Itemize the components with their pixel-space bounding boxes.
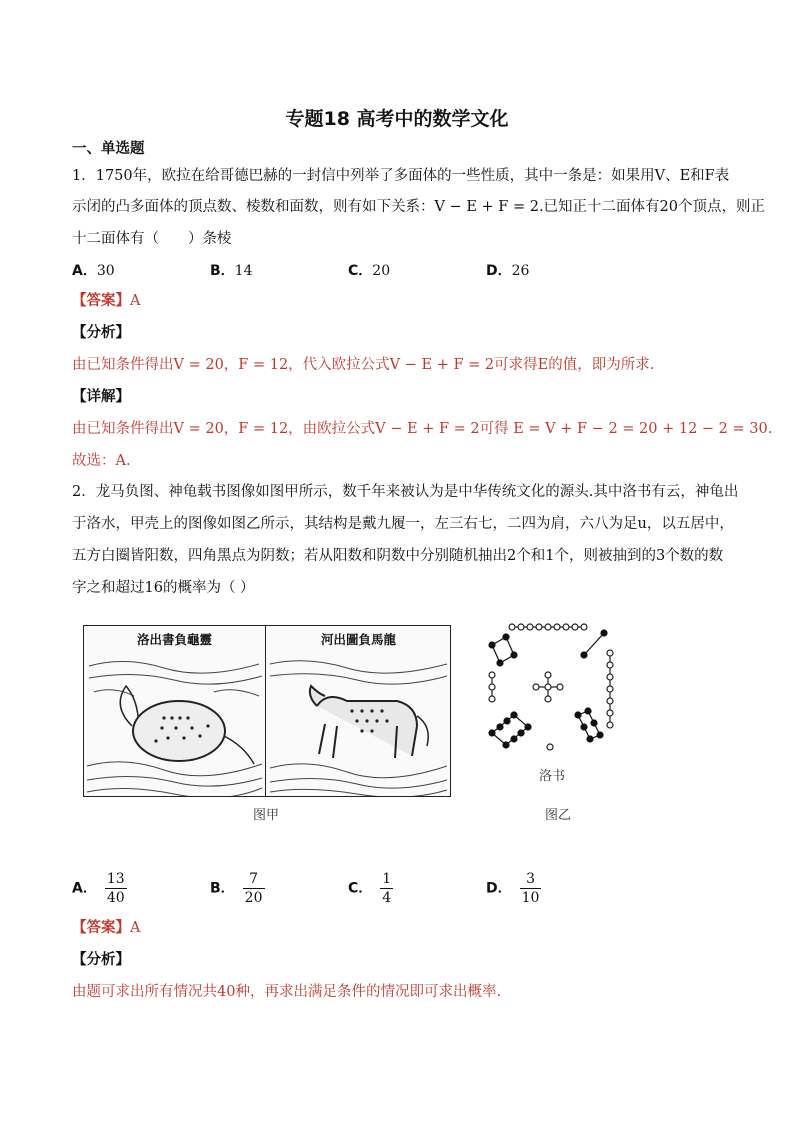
q2-option-b[interactable]: B． $\frac{7}{20}$ — [210, 871, 263, 906]
luoshu-diagram — [470, 615, 630, 785]
caption-figure-yi: 图乙 — [545, 808, 572, 823]
fraction: $\frac{3}{10}$ — [521, 871, 540, 906]
q1-stem-line-3: 十二面体有（ ）条棱 — [72, 231, 232, 247]
section-heading: 一、单选题 — [72, 141, 145, 157]
q2-option-d[interactable]: D． $\frac{3}{10}$ — [486, 871, 540, 906]
page-title: 专题18 高考中的数学文化 — [285, 108, 509, 130]
panel-hetu-horse — [267, 626, 450, 796]
fraction: $\frac{1}{4}$ — [382, 871, 392, 906]
q2-analysis-text: 由题可求出所有情况共40种，再求出满足条件的情况即可求出概率. — [72, 984, 502, 1000]
fraction: $\frac{13}{40}$ — [106, 871, 125, 906]
panel-left-title: 洛出書負龜靈 — [136, 632, 212, 647]
q1-option-c[interactable]: C．20 — [348, 263, 391, 279]
q1-detail-text: 由已知条件得出V = 20，F = 12，由欧拉公式V − E + F = 2可得 E = V + F − 2 = 20 + 12 − 2 = 30. — [72, 421, 773, 437]
q1-conclusion: 故选：A. — [72, 453, 131, 469]
figure-jia — [83, 625, 451, 797]
q1-detail-label: 【详解】 — [72, 389, 130, 405]
fraction: $\frac{7}{20}$ — [244, 871, 263, 906]
luoshu-label: 洛书 — [538, 769, 565, 784]
panel-right-title: 河出圖負馬龍 — [320, 632, 396, 647]
q2-answer: 【答案】A — [72, 920, 141, 936]
q2-stem-line-4: 字之和超过16的概率为（ ） — [72, 580, 255, 596]
q1-answer: 【答案】A — [72, 293, 141, 309]
turtle-illustration — [84, 646, 265, 796]
q1-option-d[interactable]: D．26 — [486, 263, 530, 279]
q2-stem-line-3: 五方白圈皆阳数，四角黑点为阴数；若从阳数和阴数中分别随机抽出2个和1个，则被抽到的3个数的数 — [72, 548, 724, 564]
q2-option-c[interactable]: C． $\frac{1}{4}$ — [348, 871, 392, 906]
q2-stem-line-1: 2．龙马负图、神龟载书图像如图甲所示，数千年来被认为是中华传统文化的源头.其中洛书有云，神龟出 — [72, 484, 739, 500]
figure-yi — [470, 615, 630, 785]
q1-analysis-text: 由已知条件得出V = 20，F = 12，代入欧拉公式V − E + F = 2可求得E的值，即为所求. — [72, 357, 655, 373]
q1-option-a[interactable]: A．30 — [72, 263, 115, 279]
q2-stem-line-2: 于洛水，甲壳上的图像如图乙所示，其结构是戴九履一，左三右七，二四为肩，六八为足u，以五居中， — [72, 516, 734, 532]
caption-figure-jia: 图甲 — [253, 808, 280, 823]
panel-luoshu-turtle — [84, 626, 266, 796]
horse-illustration — [267, 646, 450, 796]
q1-stem-line-1: 1．1750年，欧拉在给哥德巴赫的一封信中列举了多面体的一些性质，其中一条是：如果用V、E和F表 — [72, 168, 730, 184]
q2-option-a[interactable]: A． $\frac{13}{40}$ — [72, 871, 125, 906]
q1-stem-line-2: 示闭的凸多面体的顶点数、棱数和面数，则有如下关系：V − E + F = 2.已知正十二面体有20个顶点，则正 — [72, 199, 766, 215]
q1-analysis-label: 【分析】 — [72, 325, 130, 341]
q2-analysis-label: 【分析】 — [72, 952, 130, 968]
q1-option-b[interactable]: B．14 — [210, 263, 253, 279]
